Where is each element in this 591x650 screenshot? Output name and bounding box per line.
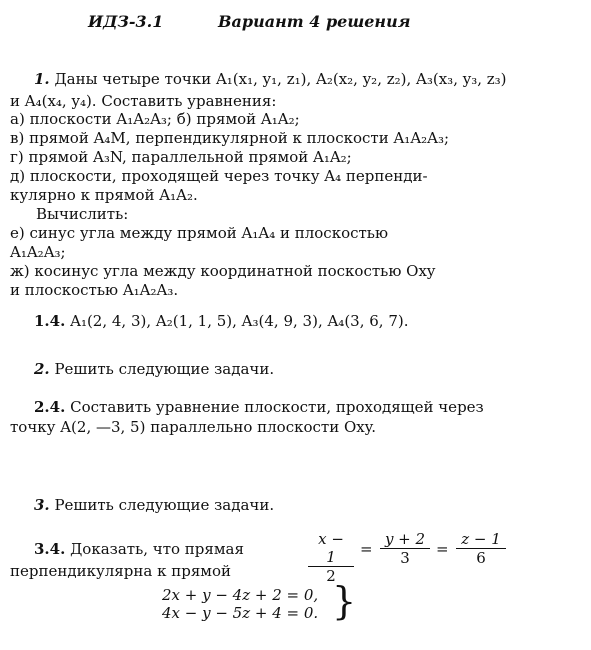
task1-text1: Даны четыре точки A₁(x₁, y₁, z₁), A₂(x₂, y₂, z₂), A₃(x₃, y₃, z₃) xyxy=(54,70,507,88)
equals-sign-1: = xyxy=(360,540,373,558)
task1-item-e1: е) синус угла между прямой A₁A₄ и плоскостью xyxy=(10,224,389,242)
fraction-y-numerator: y + 2 xyxy=(380,530,430,549)
equation-system xyxy=(162,586,318,622)
task2-text: Решить следующие задачи. xyxy=(54,360,275,378)
fraction-x-denominator: 2 xyxy=(326,567,336,585)
fraction-z xyxy=(456,530,506,567)
task24-line2: точку A(2, —3, 5) параллельно плоскости Oxy. xyxy=(10,418,376,436)
fraction-z-denominator: 6 xyxy=(476,549,486,567)
system-brace: } xyxy=(332,579,357,623)
task3-text: Решить следующие задачи. xyxy=(54,496,275,514)
task34-line2: перпендикулярна к прямой xyxy=(10,562,231,580)
task34-text1: Доказать, что прямая xyxy=(70,540,244,558)
task24-number: 2.4. xyxy=(34,398,66,416)
task1-calc: Вычислить: xyxy=(36,205,129,223)
task1-item-d2: кулярно к прямой A₁A₂. xyxy=(10,186,198,204)
fraction-x-numerator: x − 1 xyxy=(308,530,354,567)
task1-number: 1. xyxy=(34,70,50,88)
fraction-x xyxy=(308,530,354,585)
task1-line1 xyxy=(34,70,507,88)
task14-number: 1.4. xyxy=(34,312,66,330)
task24-text1: Составить уравнение плоскости, проходящей через xyxy=(70,398,484,416)
task1-item-zh2: и плоскостью A₁A₂A₃. xyxy=(10,281,179,299)
task34-line1 xyxy=(34,540,244,558)
fraction-y-denominator: 3 xyxy=(400,549,410,567)
header-variant: Вариант 4 решения xyxy=(218,12,411,31)
task14-line xyxy=(34,312,409,330)
system-equation-1: 2x + y − 4z + 2 = 0, xyxy=(162,586,319,604)
task14-text: A₁(2, 4, 3), A₂(1, 1, 5), A₃(4, 9, 3), A₄(3, 6, 7). xyxy=(70,312,409,330)
task1-item-v: в) прямой A₄M, перпендикулярной к плоскости A₁A₂A₃; xyxy=(10,129,450,147)
task1-item-g: г) прямой A₃N, параллельной прямой A₁A₂; xyxy=(10,148,352,166)
task3-number: 3. xyxy=(34,496,50,514)
task1-item-e2: A₁A₂A₃; xyxy=(10,243,66,261)
task2-number: 2. xyxy=(34,360,50,378)
task1-item-a: а) плоскости A₁A₂A₃; б) прямой A₁A₂; xyxy=(10,110,300,128)
equals-sign-2: = xyxy=(436,540,449,558)
header-title: ИДЗ-3.1 xyxy=(88,12,164,31)
task34-number: 3.4. xyxy=(34,540,66,558)
task2-line xyxy=(34,360,274,378)
fraction-y xyxy=(380,530,430,567)
task1-item-zh1: ж) косинус угла между координатной поскостью Oxy xyxy=(10,262,436,280)
task1-line2: и A₄(x₄, y₄). Составить уравнения: xyxy=(10,92,277,110)
task24-line1 xyxy=(34,398,484,416)
fraction-z-numerator: z − 1 xyxy=(456,530,506,549)
task1-item-d1: д) плоскости, проходящей через точку A₄ перпенди- xyxy=(10,167,428,185)
system-equation-2: 4x − y − 5z + 4 = 0. xyxy=(162,604,319,622)
task3-line xyxy=(34,496,274,514)
